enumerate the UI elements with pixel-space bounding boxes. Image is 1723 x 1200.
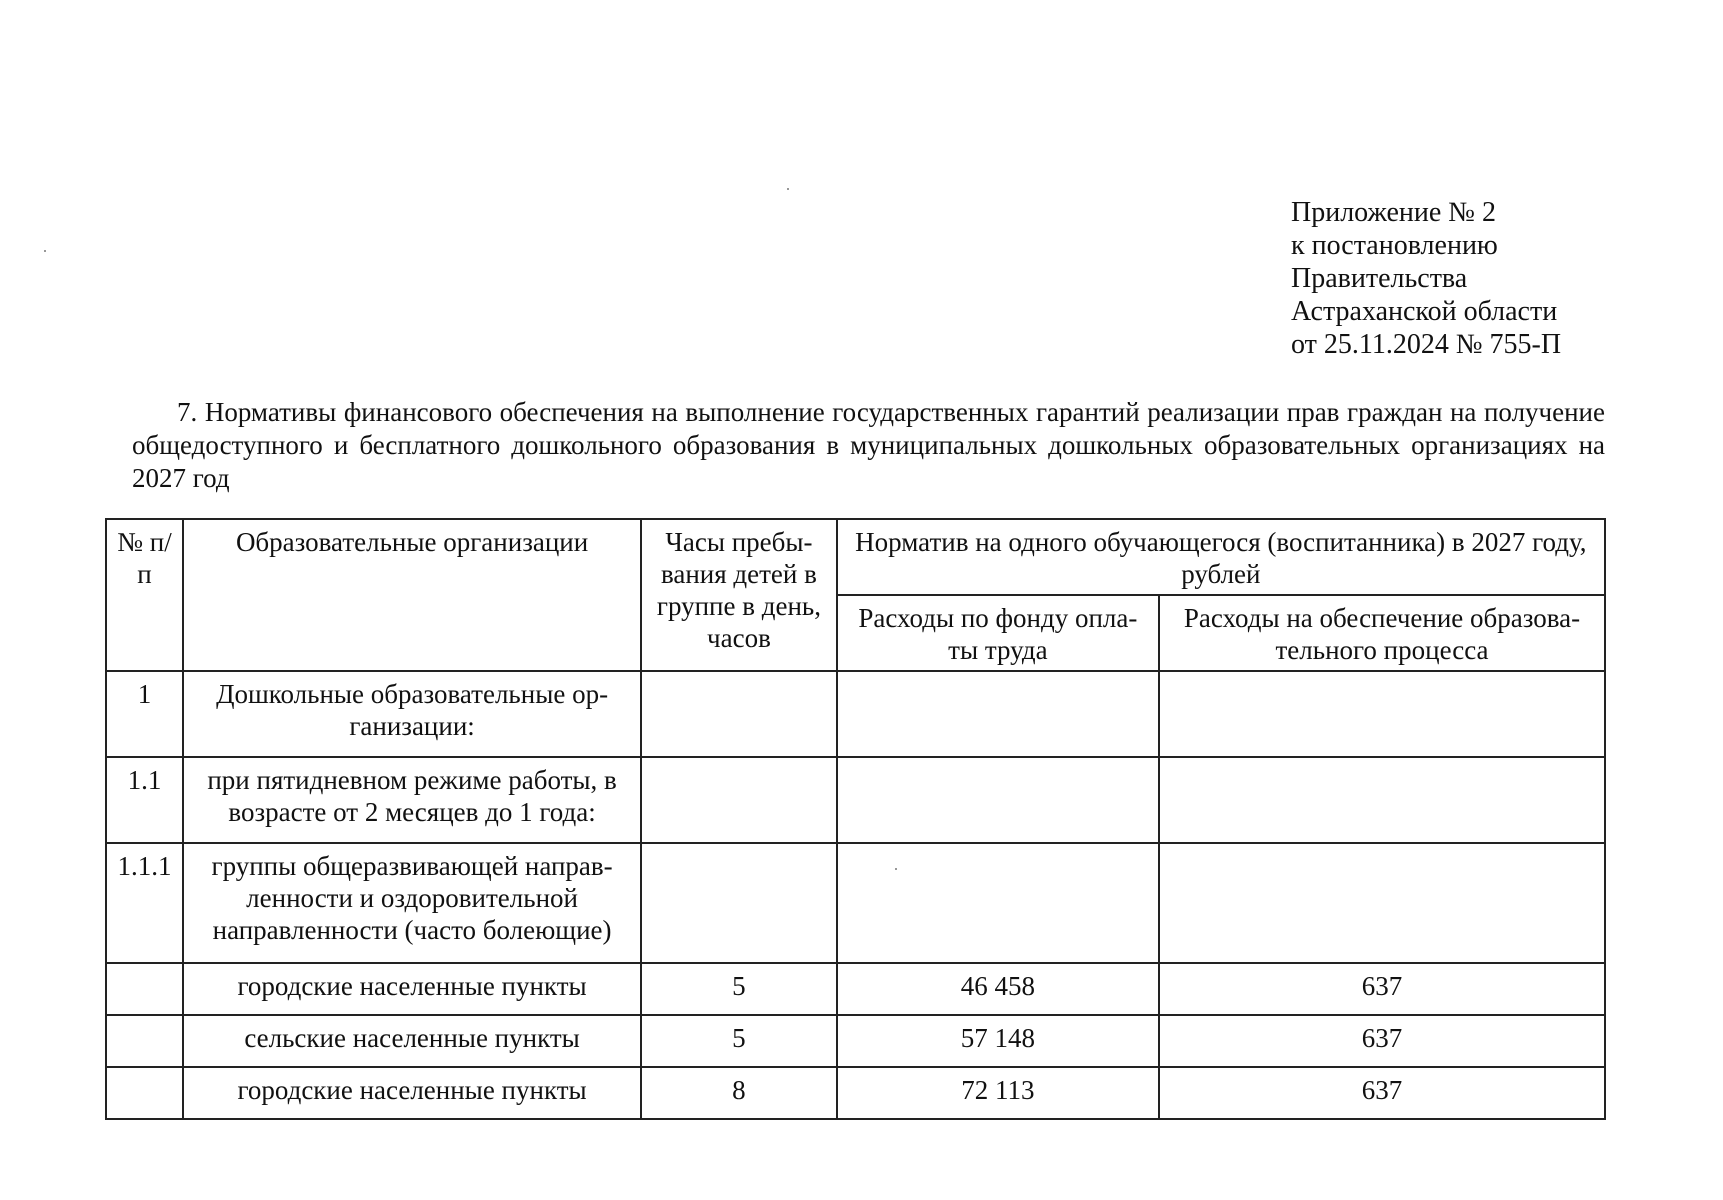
approval-line: Астраханской области — [1291, 296, 1558, 327]
cell-fot: 72 113 — [837, 1067, 1159, 1119]
cell-org: городские населенные пункты — [183, 963, 641, 1015]
table-row — [106, 963, 1605, 1015]
table-row — [106, 1067, 1605, 1119]
cell-hours — [641, 843, 837, 963]
cell-edu — [1159, 843, 1605, 963]
scan-speck — [787, 188, 789, 190]
cell-hours: 8 — [641, 1067, 837, 1119]
cell-edu: 637 — [1159, 963, 1605, 1015]
cell-fot — [837, 757, 1159, 843]
document-heading: 7. Нормативы финансового обеспечения на выполнение государственных гарантий реализации прав граждан на получение общедоступного и бесплатного дошкольного образования в муниципальных дошкольных образовательных организациях на 2027 год — [132, 397, 1605, 493]
cell-hours: 5 — [641, 963, 837, 1015]
approval-line: Правительства — [1291, 263, 1468, 294]
table-row — [106, 843, 1605, 963]
cell-org: группы общеразвивающей направ- ленности и оздоровительной направленности (часто болеющие) — [183, 843, 641, 963]
approval-line: к постановлению — [1291, 230, 1498, 261]
cell-hours — [641, 757, 837, 843]
norms-table — [105, 518, 1606, 1120]
approval-line: Приложение № 2 — [1291, 197, 1496, 228]
cell-org: сельские населенные пункты — [183, 1015, 641, 1067]
scan-speck — [44, 250, 46, 252]
header-norm: Норматив на одного обучающегося (воспитанника) в 2027 году, рублей — [837, 519, 1605, 595]
cell-num — [106, 1067, 183, 1119]
header-hours: Часы пребы- вания детей в группе в день, часов — [641, 519, 837, 671]
cell-edu — [1159, 671, 1605, 757]
cell-fot — [837, 671, 1159, 757]
cell-num: 1.1.1 — [106, 843, 183, 963]
table-row — [106, 1015, 1605, 1067]
cell-num: 1 — [106, 671, 183, 757]
cell-num: 1.1 — [106, 757, 183, 843]
cell-edu — [1159, 757, 1605, 843]
cell-hours — [641, 671, 837, 757]
header-num: № п/п — [106, 519, 183, 671]
table-row — [106, 671, 1605, 757]
approval-stamp-block — [1291, 196, 1561, 361]
table-row — [106, 757, 1605, 843]
cell-org: городские населенные пункты — [183, 1067, 641, 1119]
cell-fot: 57 148 — [837, 1015, 1159, 1067]
header-fot: Расходы по фонду опла- ты труда — [837, 595, 1159, 671]
cell-hours: 5 — [641, 1015, 837, 1067]
cell-edu: 637 — [1159, 1067, 1605, 1119]
cell-org: при пятидневном режиме работы, в возрасте от 2 месяцев до 1 года: — [183, 757, 641, 843]
cell-org: Дошкольные образовательные ор- ганизации: — [183, 671, 641, 757]
cell-fot: 46 458 — [837, 963, 1159, 1015]
header-org: Образовательные организации — [183, 519, 641, 671]
cell-num — [106, 1015, 183, 1067]
table-header-row — [106, 519, 1605, 595]
cell-num — [106, 963, 183, 1015]
header-edu: Расходы на обеспечение образова- тельного процесса — [1159, 595, 1605, 671]
approval-line: от 25.11.2024 № 755-П — [1291, 329, 1562, 360]
cell-fot — [837, 843, 1159, 963]
cell-edu: 637 — [1159, 1015, 1605, 1067]
